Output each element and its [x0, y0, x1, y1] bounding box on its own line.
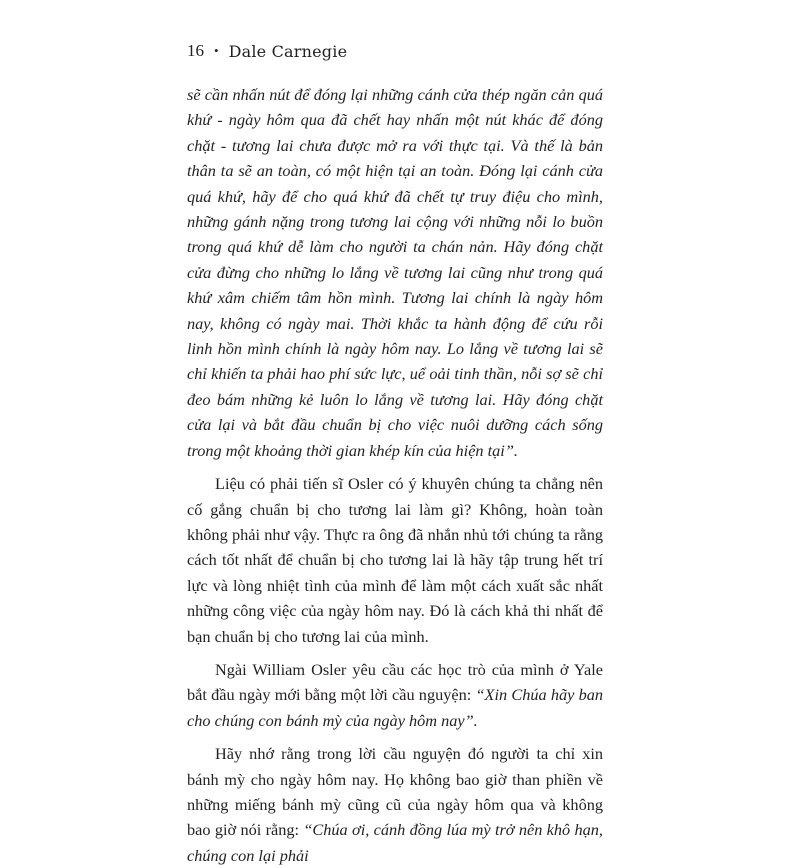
- running-head: [187, 40, 347, 62]
- paragraph-text: Hãy nhớ rằng trong lời cầu nguyện đó người ta chỉ xin bánh mỳ cho ngày hôm nay. Họ không bao giờ than phiền về những miếng bánh mỳ cũng cũ của ngày hôm qua và không bao giờ nói rằng:: [187, 744, 603, 840]
- author-name: Dale Carnegie: [228, 41, 348, 61]
- inline-quote: “Xin Chúa hãy ban cho chúng con bánh mỳ của ngày hôm nay”.: [187, 685, 603, 730]
- inline-quote: “Chúa ơi, cánh đồng lúa mỳ trở nên khô hạn, chúng con lại phải: [187, 820, 603, 865]
- paragraph: Liệu có phải tiến sĩ Osler có ý khuyên chúng ta chẳng nên cố gắng chuẩn bị cho tương lai làm gì? Không, hoàn toàn không phải như vậy. Thực ra ông đã nhắn nhủ tới chúng ta rằng cách tốt nhất để chuẩn bị cho tương lai là hãy tập trung hết trí lực và lòng nhiệt tình của mình để làm một cách xuất sắc nhất những công việc của ngày hôm nay. Đó là cách khả thi nhất để bạn chuẩn bị cho tương lai của mình.: [187, 474, 603, 646]
- paragraph-text: Ngài William Osler yêu cầu các học trò của mình ở Yale bắt đầu ngày mới bằng một lời cầu nguyện:: [187, 659, 603, 705]
- paragraph: [187, 657, 603, 733]
- body-text: [187, 82, 603, 868]
- separator-bullet: •: [214, 43, 219, 58]
- quote-block: sẽ cần nhấn nút để đóng lại những cánh cửa thép ngăn cản quá khứ - ngày hôm qua đã chết hay nhấn một nút khác để đóng chặt - tương lai chưa được mở ra với thực tại. Và thế là bản thân ta sẽ an toàn, có một hiện tại an toàn. Đóng lại cánh cửa quá khứ, hãy để cho quá khứ đã chết tự truy điệu cho mình, những gánh nặng trong tương lai cộng với những nỗi lo buồn trong quá khứ dễ làm cho người ta chán nản. Hãy đóng chặt cửa đừng cho những lo lắng về tương lai cũng như trong quá khứ xâm chiếm tâm hồn mình. Tương lai chính là ngày hôm nay, không có ngày mai. Thời khắc ta hành động để cứu rỗi linh hồn mình chính là ngày hôm nay. Lo lắng về tương lai sẽ chỉ khiến ta phải hao phí sức lực, uể oải tinh thần, nỗi sợ sẽ chỉ đeo bám những kẻ luôn lo lắng về tương lai. Hãy đóng chặt cửa lại và bắt đầu chuẩn bị cho việc nuôi dưỡng cách sống trong một khoảng thời gian khép kín của hiện tại”.: [187, 85, 603, 460]
- page-number: 16: [187, 41, 204, 60]
- paragraph: [187, 741, 603, 868]
